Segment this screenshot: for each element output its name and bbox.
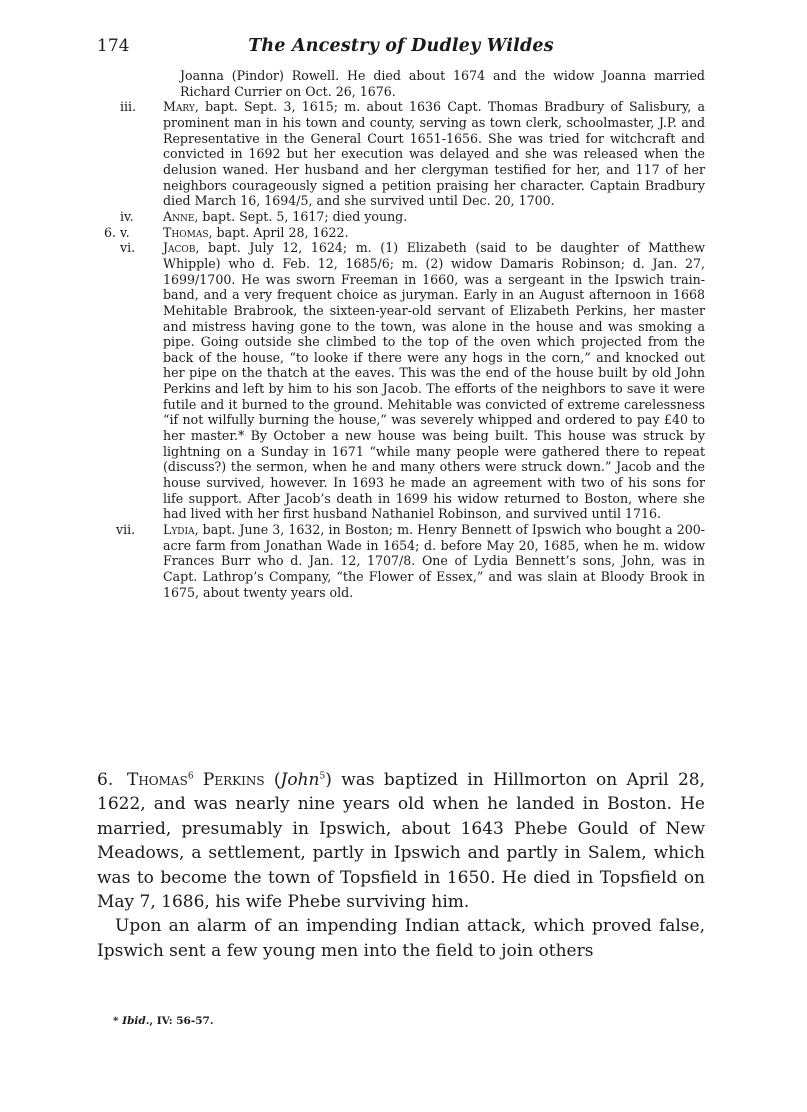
child-entry-anne [120, 209, 705, 225]
running-title: The Ancestry of Dudley Wildes [248, 36, 554, 56]
entry-numeral: vi. [120, 240, 136, 256]
paragraph-text: was baptized in Hillmorton on April 28, 1622, and was nearly nine years old when he landed in Boston. He married, presumably in Ipswich, about 1643 Phebe Gould of New Meadows, a settlement, partly in Ipswich and partly in Salem, which was to become the town of Topsfield in 1650. He died in Topsfield on May 7, 1686, his wife Phebe surviving him. [97, 770, 705, 913]
entry-numeral [104, 225, 144, 241]
numeral: v. [120, 224, 130, 240]
name-superscript: 6 [187, 771, 194, 782]
child-text: , bapt. July 12, 1624; m. (1) Elizabeth (said to be daughter of Matthew Whipple) who d. Feb. 12, 1685/6; m. (2) widow Damaris Robinson; d. Jan. 27, 1699/1700. He was sworn Freeman in 1660, was a sergeant in the Ipswich train-band, and a very frequent choice as juryman. Early in an August afternoon in 1668 Mehitable Brabrook, the sixteen-year-old servant of Elizabeth Perkins, her master and mistress having gone to the town, was alone in the house and was smoking a pipe. Going outside she climbed to the top of the oven which projected from the back of the house, “to looke if there were any hogs in the corn,” and knocked out her pipe on the thatch at the eaves. This was the end of the house built by old John Perkins and left by him to his son Jacob. The efforts of the neighbors to save it were futile and it burned to the ground. Mehitable was convicted of extreme carelessness “if not wilfully burning the house,” was severely whipped and ordered to pay £40 to her master.* By October a new house was being built. This house was struck by lightning on a Sunday in 1671 “while many people were gathered there to repeat (discuss?) the sermon, when he and many others were struck down.” Jacob and the house survived, however. In 1693 he made an agreement with two of his sons for life support. After Jacob’s death in 1699 his widow returned to Boston, where she had lived with her first husband Nathaniel Robinson, and survived until 1716. [163, 240, 705, 522]
child-entry-thomas [104, 224, 705, 241]
father-superscript: 5 [319, 771, 326, 782]
child-name: Lydia [163, 522, 195, 538]
child-text: , bapt. Sept. 3, 1615; m. about 1636 Capt. Thomas Bradbury of Salisbury, a prominent man in his town and county, serving as town clerk, schoolmaster, J.P. and Representative in the General Court 1651-1656. She was tried for witchcraft and convicted in 1692 but her execution was delayed and she was released when the delusion waned. Her husband and her clergyman testified for her, and 117 of her neighbors courageously signed a petition praising her character. Captain Bradbury died March 16, 1694/5, and she survived until Dec. 20, 1700. [163, 99, 705, 209]
person-name: Thomas [127, 770, 188, 790]
child-name: Mary [163, 99, 195, 115]
footnote-marker: * [113, 1015, 119, 1027]
continuation-text: Joanna (Pindor) Rowell. He died about 1674 and the widow Joanna married Richard Currier on Oct. 26, 1676. [180, 68, 705, 99]
child-entry-lydia [116, 522, 705, 600]
child-entry-mary [120, 99, 705, 209]
generation-number: 6. [104, 224, 117, 240]
child-entry-jacob [120, 240, 705, 522]
child-text: , bapt. Sept. 5, 1617; died young. [194, 208, 408, 224]
entry-numeral: iii. [120, 99, 137, 115]
child-name: Jacob [163, 240, 196, 256]
child-text: , bapt. June 3, 1632, in Boston; m. Henry Bennett of Ipswich who bought a 200-acre farm from Jonathan Wade in 1654; d. before May 20, 1685, when he m. widow Frances Burr who d. Jan. 12, 1707/8. One of Lydia Bennett’s sons, John, was in Capt. Lathrop’s Company, “the Flower of Essex,” and was slain at Bloody Brook in 1675, about twenty years old. [163, 522, 705, 600]
page-number: 174 [97, 36, 130, 56]
paragraph-thomas-perkins: 6. Thomas$^6$ Perkins (John$^5$) was baptized in Hillmorton on April 28, 1622, and was nearly nine years old when he landed in Boston. He married, presumably in Ipswich, about 1643 Phebe Gould of New Meadows, a settlement, partly in Ipswich and partly in Salem, which was to become the town of Topsfield in 1650. He died in Topsfield on May 7, 1686, his wife Phebe surviving him. [97, 770, 705, 913]
main-text [97, 768, 705, 963]
footnote [113, 1015, 214, 1027]
person-surname: Perkins [202, 770, 265, 790]
entry-continuation [120, 68, 705, 99]
generation-number: 6. [97, 770, 114, 790]
footnote-source: Ibid. [122, 1015, 150, 1027]
father-name: John [280, 770, 320, 790]
entry-numeral: iv. [120, 208, 134, 224]
child-name: Thomas [163, 224, 209, 240]
footnote-ref: , IV: 56-57. [149, 1015, 214, 1027]
page-header [97, 36, 705, 60]
child-text: , bapt. April 28, 1622. [208, 224, 349, 240]
child-name: Anne [163, 208, 195, 224]
entry-numeral: vii. [116, 522, 136, 538]
children-list [104, 68, 705, 600]
paragraph-indian-alarm: Upon an alarm of an impending Indian attack, which proved false, Ipswich sent a few young men into the field to join others [97, 916, 705, 961]
